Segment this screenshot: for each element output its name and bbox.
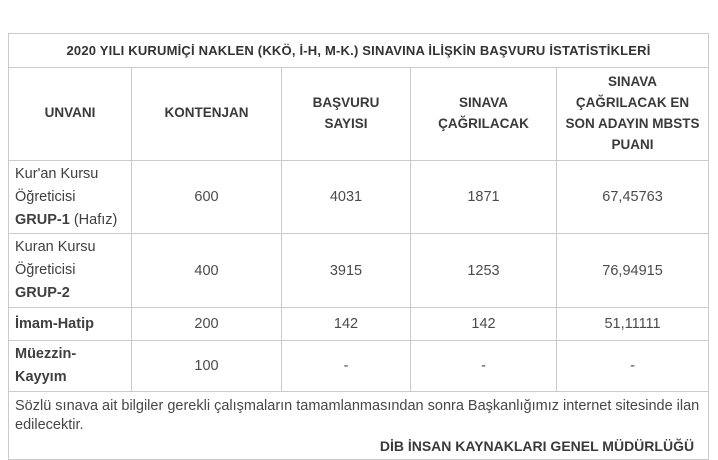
header-mbsts-puani: SINAVA ÇAĞRILACAK EN SON ADAYIN MBSTS PUANI [557,68,709,161]
cell-unvani [9,160,132,234]
cell-basvuru-sayisi: 3915 [282,234,411,308]
cell-sinava-cagrilacak: 1253 [411,234,557,308]
table-header-row [9,68,709,161]
unvani-text: Kuran Kursu Öğreticisi [15,239,96,279]
header-sinava-cagrilacak: SINAVA ÇAĞRILACAK [411,68,557,161]
unvani-group-label: GRUP-1 [15,211,70,228]
cell-unvani [9,234,132,308]
header-kontenjan: KONTENJAN [132,68,282,161]
table-title-row [9,34,709,68]
footer-signature: DİB İNSAN KAYNAKLARI GENEL MÜDÜRLÜĞÜ [379,438,695,454]
footer-cell [9,391,709,459]
cell-sinava-cagrilacak: - [411,341,557,392]
cell-mbsts-puani: - [557,341,709,392]
table-row [9,341,709,392]
footer-note: Sözlü sınava ait bilgiler gerekli çalışmaların tamamlanmasından sonra Başkanlığımız internet sitesinde ilan edilecektir. [15,397,700,434]
cell-kontenjan: 200 [132,308,282,341]
cell-mbsts-puani: 67,45763 [557,160,709,234]
cell-kontenjan: 100 [132,341,282,392]
unvani-group-label: GRUP-2 [15,285,70,302]
cell-sinava-cagrilacak: 142 [411,308,557,341]
cell-kontenjan: 400 [132,234,282,308]
cell-unvani [9,341,132,392]
unvani-group-label: İmam-Hatip [15,315,94,332]
cell-basvuru-sayisi: 142 [282,308,411,341]
cell-basvuru-sayisi: - [282,341,411,392]
table-title: 2020 YILI KURUMİÇİ NAKLEN (KKÖ, İ-H, M-K.) SINAVINA İLİŞKİN BAŞVURU İSTATİSTİKLERİ [9,34,709,68]
unvani-group-label: Müezzin-Kayyım [15,346,77,386]
cell-unvani [9,308,132,341]
cell-mbsts-puani: 76,94915 [557,234,709,308]
unvani-suffix: (Hafız) [69,211,118,228]
table-row [9,234,709,308]
table-row [9,308,709,341]
header-basvuru-sayisi: BAŞVURU SAYISI [282,68,411,161]
cell-basvuru-sayisi: 4031 [282,160,411,234]
header-unvani: UNVANI [9,68,132,161]
unvani-text: Kur'an Kursu Öğreticisi [15,165,99,205]
application-statistics-table [8,33,709,460]
table-footer-row [9,391,709,459]
cell-kontenjan: 600 [132,160,282,234]
cell-mbsts-puani: 51,11111 [557,308,709,341]
cell-sinava-cagrilacak: 1871 [411,160,557,234]
table-row [9,160,709,234]
